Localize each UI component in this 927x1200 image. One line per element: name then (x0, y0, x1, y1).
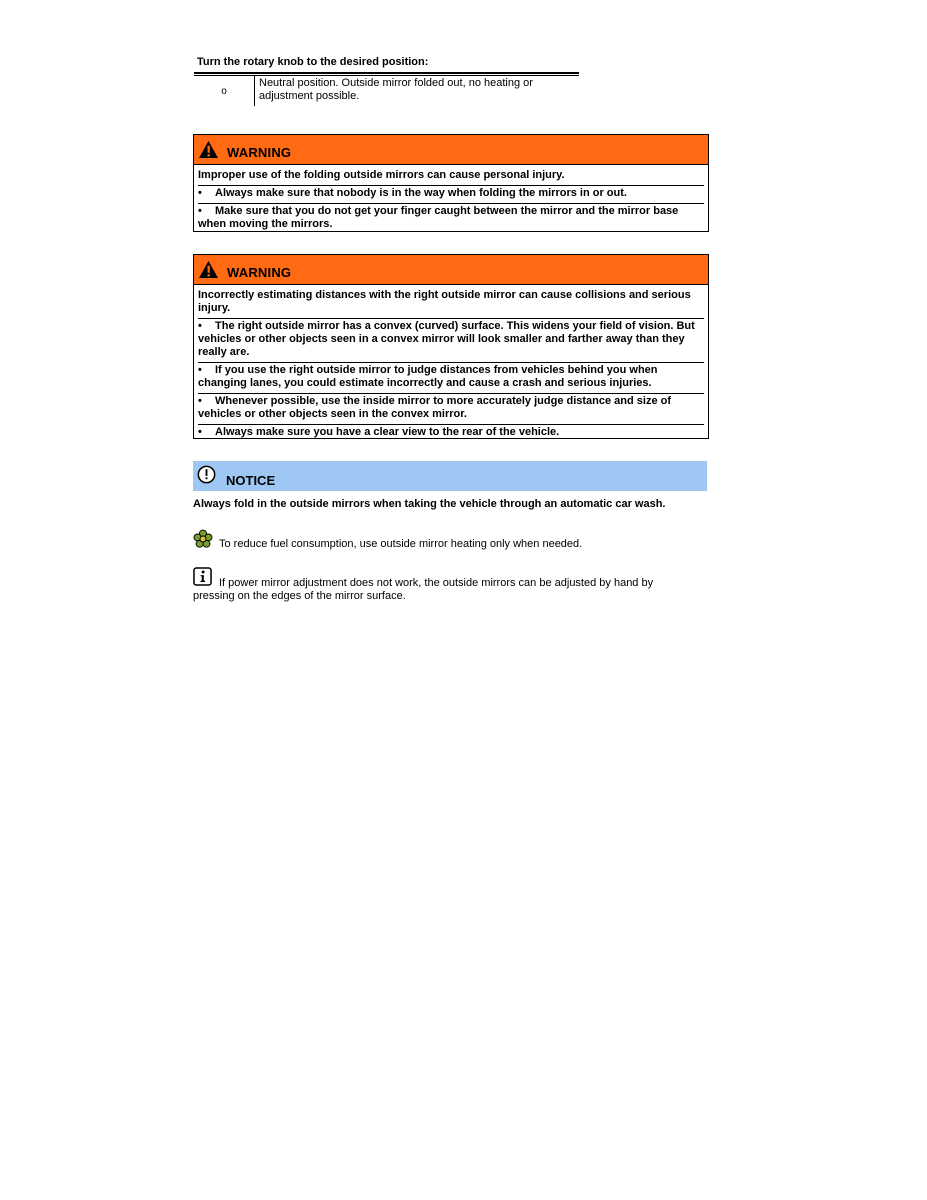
warning-item: • Always make sure you have a clear view to the rear of the vehicle. (198, 424, 704, 442)
warning-triangle-icon (198, 260, 219, 279)
environment-note (193, 529, 713, 551)
info-note-text: If power mirror adjustment does not work, the outside mirrors can be adjusted by hand by pressing on the edges of the mirror surface. (193, 577, 654, 602)
notice-header (193, 461, 707, 491)
info-note (193, 567, 693, 603)
warning-item: • Whenever possible, use the inside mirror to more accurately judge distance and size of vehicles or other objects seen in the convex mirror. (198, 393, 704, 424)
warning-body (194, 165, 708, 234)
notice-title: NOTICE (226, 472, 276, 488)
warning-triangle-icon (198, 140, 219, 159)
position-symbol: o (221, 85, 227, 97)
warning-title: WARNING (227, 265, 292, 280)
notice-text: Always fold in the outside mirrors when taking the vehicle through an automatic car wash. (193, 498, 666, 510)
warning-title: WARNING (227, 145, 292, 160)
warning-item: • Always make sure that nobody is in the way when folding the mirrors in or out. (198, 185, 704, 203)
column-divider (254, 76, 255, 106)
warning-box-folding (193, 134, 709, 232)
heading-rule (194, 72, 579, 74)
warning-body (194, 285, 708, 442)
warning-item: • If you use the right outside mirror to judge distances from vehicles behind you when changing lanes, you could estimate incorrectly and cause a crash and serious injuries. (198, 362, 704, 393)
exclamation-circle-icon (197, 465, 216, 484)
warning-intro: Improper use of the folding outside mirrors can cause personal injury. (198, 169, 565, 181)
position-description: Neutral position. Outside mirror folded out, no heating or adjustment possible. (259, 77, 533, 102)
flower-icon (193, 529, 213, 549)
warning-intro: Incorrectly estimating distances with the right outside mirror can cause collisions and serious injury. (198, 289, 691, 314)
position-table-row (194, 76, 579, 106)
position-heading: Turn the rotary knob to the desired position: (197, 56, 429, 68)
warning-item: • Make sure that you do not get your finger caught between the mirror and the mirror base when moving the mirrors. (198, 203, 704, 234)
warning-header (194, 255, 708, 285)
warning-box-convex (193, 254, 709, 439)
warning-header (194, 135, 708, 165)
environment-note-text: To reduce fuel consumption, use outside mirror heating only when needed. (219, 538, 583, 550)
warning-item: • The right outside mirror has a convex (curved) surface. This widens your field of vision. But vehicles or other objects seen in a convex mirror will look smaller and farther away than they really are. (198, 318, 704, 362)
info-icon (193, 567, 212, 586)
